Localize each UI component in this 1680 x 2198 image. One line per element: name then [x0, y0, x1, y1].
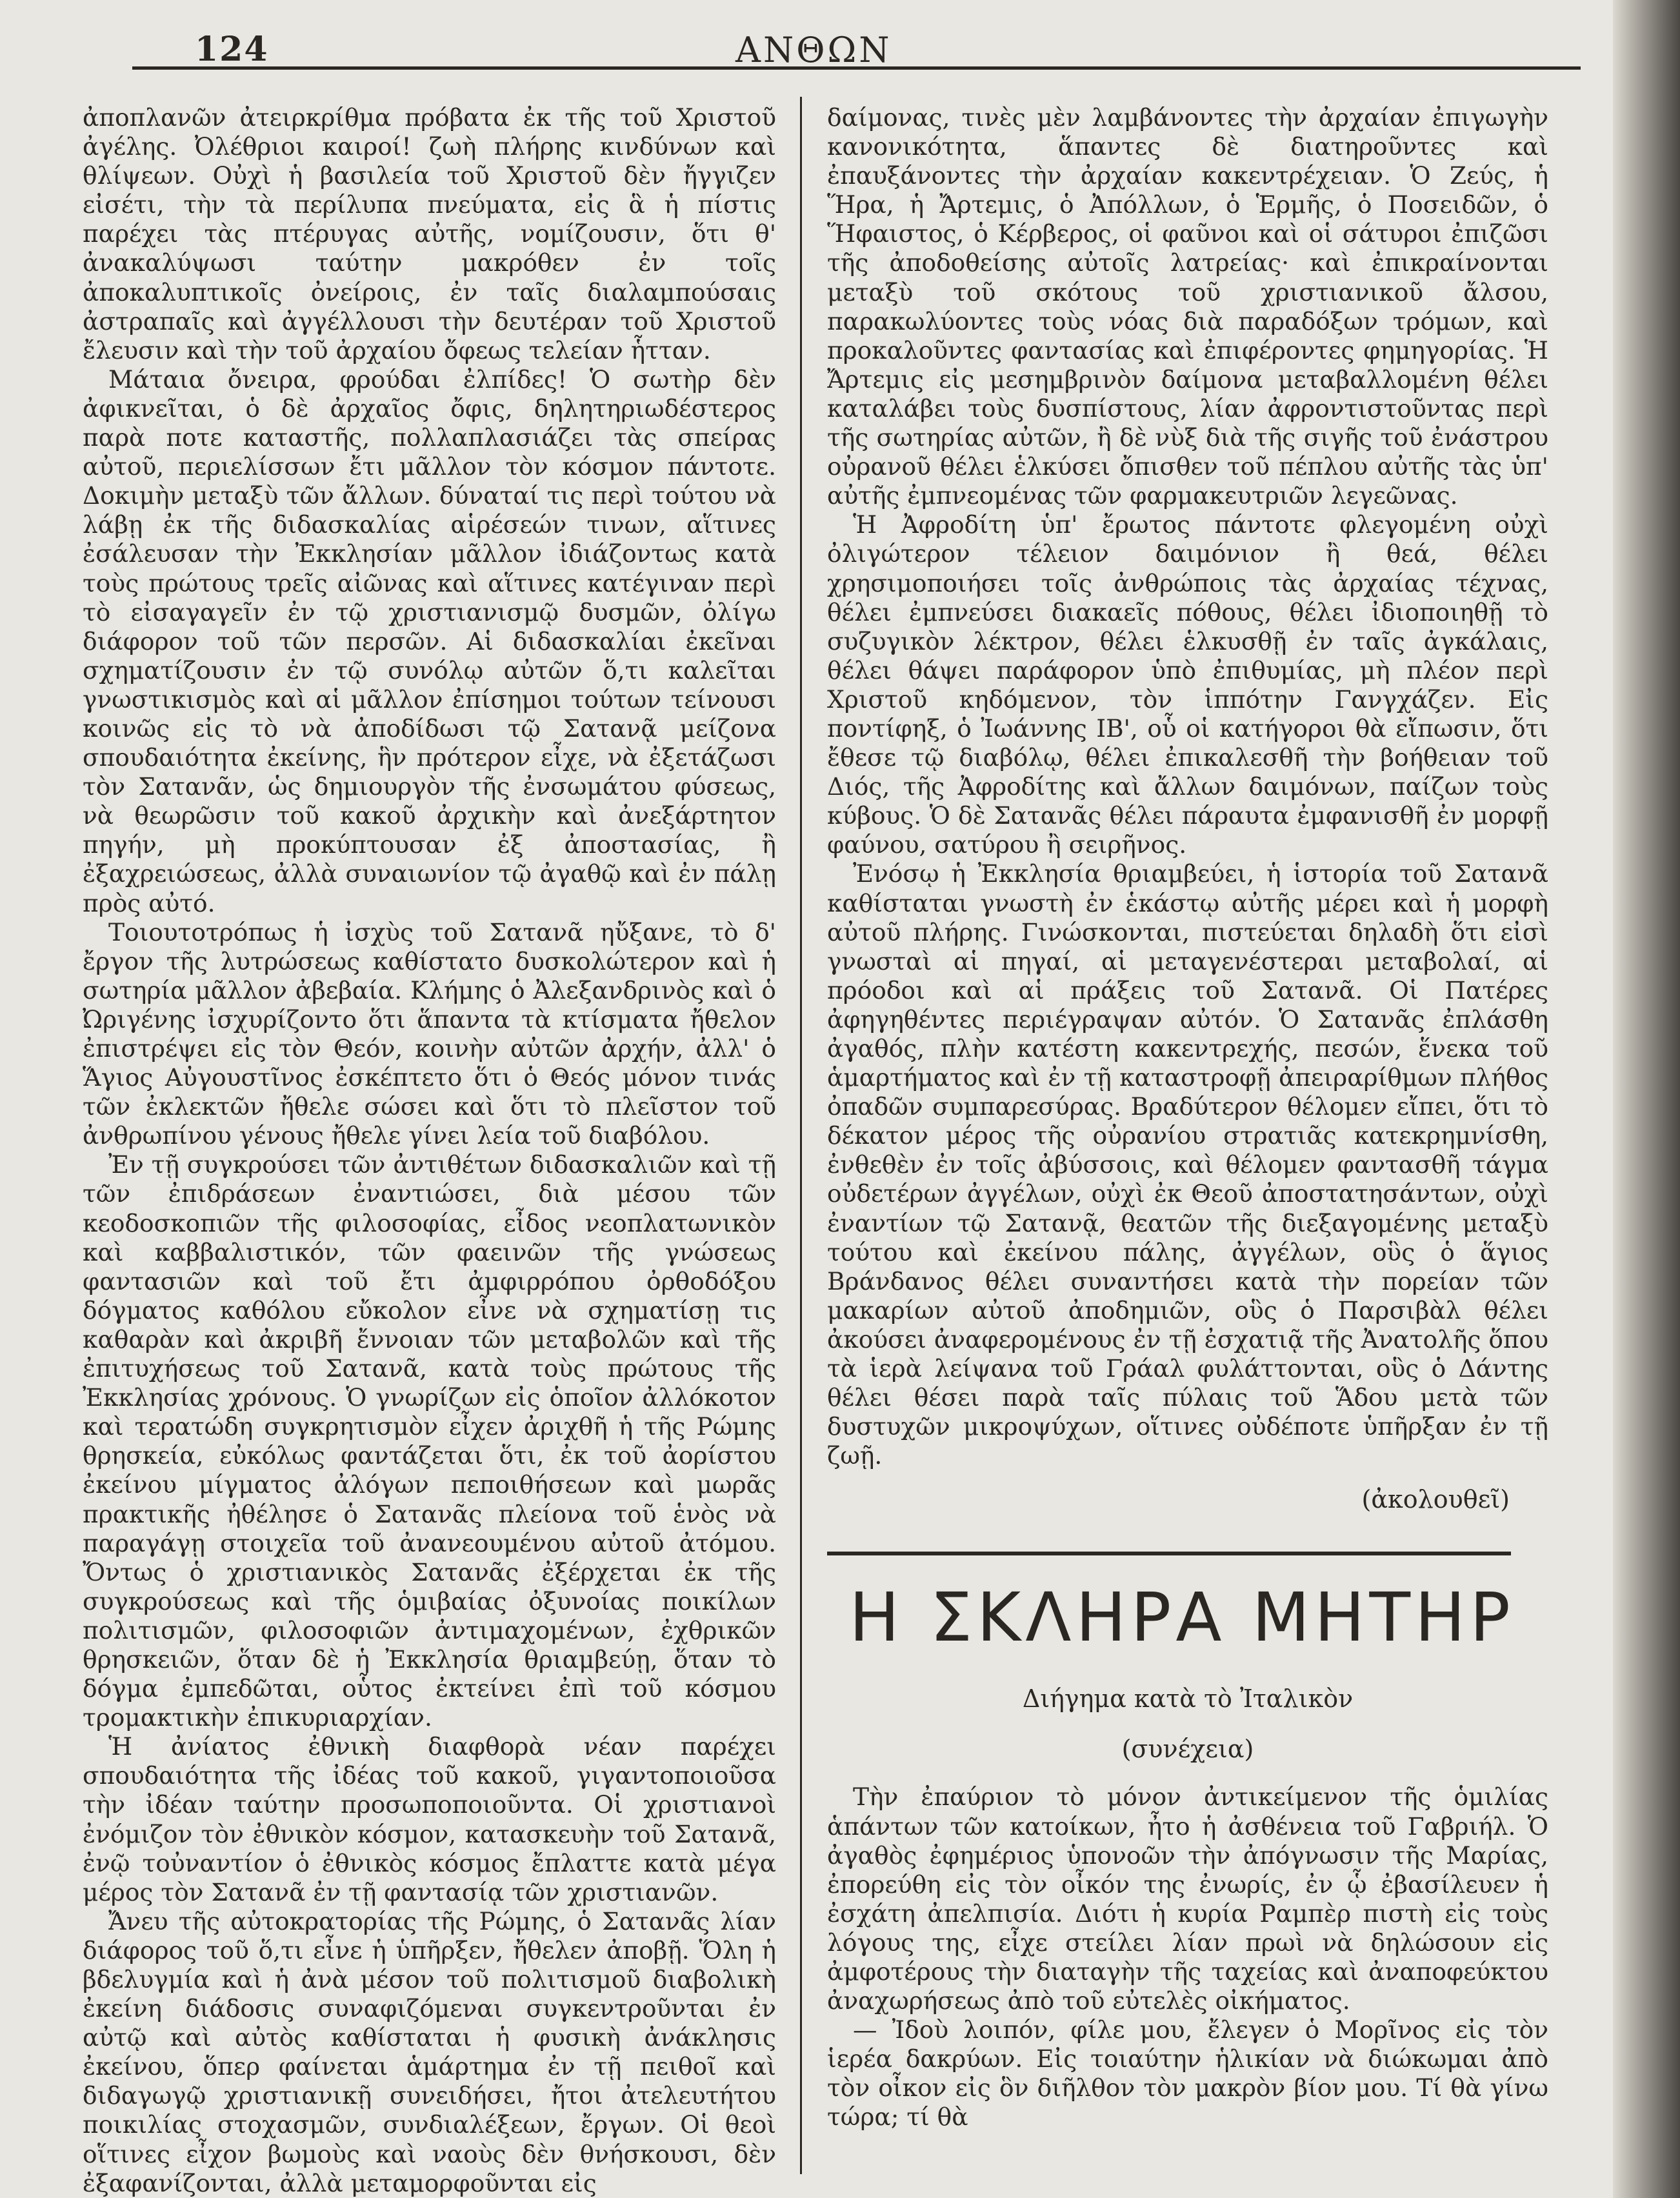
article-paragraph: ἀποπλανῶν ἀτειρκρίθμα πρόβατα ἐκ τῆς τοῦ Χριστοῦ ἀγέλης. Ὀλέθριοι καιροί! ζωὴ πλήρης κινδύνων καὶ θλίψεων. Οὐχὶ ἡ βασιλεία τοῦ Χριστοῦ δὲν ἤγγιζεν εἰσέτι, τὴν τὰ περίλυπα πνεύματα, εἰς ἃ ἡ πίστις παρέχει τὰς πτέρυγας αὐτῆς, νομίζουσιν, ὅτι θ' ἀνακαλύψωσι ταύτην μακρόθεν ἐν τοῖς ἀποκαλυπτικοῖς ὀνείροις, ἐν ταῖς διαλαμπούσαις ἀστραπαῖς καὶ ἀγγέλλουσι τὴν δευτέραν τοῦ Χριστοῦ ἔλευσιν καὶ τὴν τοῦ ἀρχαίου ὄφεως τελείαν ἧτταν.	[83, 103, 776, 365]
story-separator-rule	[827, 1552, 1511, 1555]
article-paragraph: Τοιουτοτρόπως ἡ ἰσχὺς τοῦ Σατανᾶ ηὔξανε, τὸ δ' ἔργον τῆς λυτρώσεως καθίστατο δυσκολώτερον καὶ ἡ σωτηρία μᾶλλον ἀβεβαία. Κλήμης ὁ Ἀλεξανδρινὸς καὶ ὁ Ὠριγένης ἰσχυρίζοντο ὅτι ἅπαντα τὰ κτίσματα ἤθελον ἐπιστρέψει εἰς τὸν Θεόν, κοινὴν αὐτῶν ἀρχήν, ἀλλ' ὁ Ἅγιος Αὐγουστῖνος ἐσκέπτετο ὅτι ὁ Θεός μόνον τινάς τῶν ἐκλεκτῶν ἤθελε σώσει καὶ ὅτι τὸ πλεῖστον τοῦ ἀνθρωπίνου γένους ἤθελε γίνει λεία τοῦ διαβόλου.	[83, 917, 776, 1150]
continues-note: (ἀκολουθεῖ)	[1361, 1485, 1510, 1514]
page-number: 124	[195, 30, 269, 69]
article-paragraph: Ἐν τῇ συγκρούσει τῶν ἀντιθέτων διδασκαλιῶν καὶ τῇ τῶν ἐπιδράσεων ἐναντιώσει, διὰ μέσου τῶν κεοδοσκοπιῶν τῆς φιλοσοφίας, εἶδος νεοπλατωνικὸν καὶ καββαλιστικόν, τῶν φαεινῶν τῆς γνώσεως φαντασιῶν καὶ τοῦ ἔτι ἀμφιρρόπου ὀρθοδόξου δόγματος καθόλου εὔκολον εἶνε νὰ σχηματίσῃ τις καθαρὰν καὶ ἀκριβῆ ἔννοιαν τῶν μεταβολῶν καὶ τῆς ἐπιτυχήσεως τοῦ Σατανᾶ, κατὰ τοὺς πρώτους τῆς Ἐκκλησίας χρόνους. Ὁ γνωρίζων εἰς ὁποῖον ἀλλόκοτον καὶ τερατώδη συγκρητισμὸν εἶχεν ἀριχθῆ ἡ τῆς Ρώμης θρησκεία, εὐκόλως φαντάζεται ὅτι, ἐκ τοῦ ἀορίστου ἐκείνου μίγματος ἀλόγων πεποιθήσεων καὶ μωρᾶς πρακτικῆς ἠθέλησε ὁ Σατανᾶς πλείονα τοῦ ἑνὸς νὰ παραγάγῃ στοιχεῖα τοῦ ἀνανεουμένου αὐτοῦ ἀτόμου. Ὄντως ὁ χριστιανικὸς Σατανᾶς ἐξέρχεται ἐκ τῆς συγκρούσεως καὶ τῆς ὁμιβαίας ὀξυνοίας ποικίλων πολιτισμῶν, φιλοσοφιῶν ἀντιμαχομένων, ἐχθρικῶν θρησκειῶν, ὅταν δὲ ἡ Ἐκκλησία θριαμβεύῃ, ὅταν τὸ δόγμα ἐμπεδῶται, οὗτος ἐκτείνει ἐπὶ τοῦ κόσμου τρομακτικὴν ἐπικυριαρχίαν.	[83, 1150, 776, 1732]
article-paragraph: Ἄνευ τῆς αὐτοκρατορίας τῆς Ρώμης, ὁ Σατανᾶς λίαν διάφορος τοῦ ὅ,τι εἶνε ἡ ὑπῆρξεν, ἤθελεν ἀποβῇ. Ὅλη ἡ βδελυγμία καὶ ἡ ἀνὰ μέσον τοῦ πολιτισμοῦ διαβολικὴ ἐκείνη διάδοσις συναφιζόμεναι συγκεντροῦνται ἐν αὐτῷ καὶ αὐτὸς καθίσταται ἡ φυσικὴ ἀνάκλησις ἐκείνου, ὅπερ φαίνεται ἁμάρτημα ἐν τῇ πειθοῖ καὶ διδαγωγῷ χριστιανικῇ συνειδήσει, ἤτοι ἀτελευτήτου ποικιλίας στοχασμῶν, συνδιαλέξεων, ἔργων. Οἱ θεοὶ οἵτινες εἶχον βωμοὺς καὶ ναοὺς δὲν θνήσκουσι, δὲν ἐξαφανίζονται, ἀλλὰ μεταμορφοῦνται εἰς	[83, 1906, 776, 2197]
right-column	[827, 103, 1548, 2181]
story-paragraph: — Ἰδοὺ λοιπόν, φίλε μου, ἔλεγεν ὁ Μορῖνος εἰς τὸν ἱερέα δακρύων. Εἰς τοιαύτην ἡλικίαν νὰ διώκωμαι ἀπὸ τὸν οἶκον εἰς ὃν διῆλθον τὸν μακρὸν βίον μου. Τί θὰ γίνω τώρα; τί θὰ	[827, 2015, 1548, 2132]
left-column	[83, 103, 776, 2197]
story-title: Η ΣΚΛΗΡΑ ΜΗΤΗΡ	[849, 1578, 1515, 1657]
article-paragraph: Ἡ ἀνίατος ἐθνικὴ διαφθορὰ νέαν παρέχει σπουδαιότητα τῆς ἰδέας τοῦ κακοῦ, γιγαντοποιοῦσα τὴν ἰδέαν ταύτην προσωποποιοῦντα. Οἱ χριστιανοὶ ἐνόμιζον τὸν ἐθνικὸν κόσμον, κατασκευὴν τοῦ Σατανᾶ, ἐνῷ τοὐναντίον ὁ ἐθνικὸς κόσμος ἔπλαττε κατὰ μέγα μέρος τὸν Σατανᾶ ἐν τῇ φαντασίᾳ τῶν χριστιανῶν.	[83, 1732, 776, 1906]
page-edge-shadow	[1613, 0, 1680, 2198]
column-divider	[800, 97, 802, 2174]
header-rule	[132, 66, 1581, 70]
story-continuation-label: (συνέχεια)	[1121, 1735, 1254, 1764]
article-paragraph: Ἡ Ἀφροδίτη ὑπ' ἔρωτος πάντοτε φλεγομένη οὐχὶ ὀλιγώτερον τέλειον δαιμόνιον ἢ θεά, θέλει χρησιμοποιήσει τοῖς ἀνθρώποις τὰς ἀρχαίας τέχνας, θέλει ἐμπνεύσει διακαεῖς πόθους, θέλει ἰδιοποιηθῇ τὸ συζυγικὸν λέκτρον, θέλει ἑλκυσθῇ ἐν ταῖς ἀγκάλαις, θέλει θάψει παράφορον ὑπὸ ἐπιθυμίας, μὴ πλέον περὶ Χριστοῦ κηδόμενον, τὸν ἱππότην Γανγχάζεν. Εἰς ποντίφηξ, ὁ Ἰωάννης ΙΒ', οὗ οἱ κατήγοροι θὰ εἴπωσιν, ὅτι ἔθεσε τῷ διαβόλῳ, θέλει ἐπικαλεσθῆ τὴν βοήθειαν τοῦ Διός, τῆς Ἀφροδίτης καὶ ἄλλων δαιμόνων, παίζων τοὺς κύβους. Ὁ δὲ Σατανᾶς θέλει πάραυτα ἐμφανισθῆ ἐν μορφῇ φαύνου, σατύρου ἢ σειρῆνος.	[827, 510, 1548, 859]
story-paragraph: Τὴν ἐπαύριον τὸ μόνον ἀντικείμενον τῆς ὁμιλίας ἁπάντων τῶν κατοίκων, ἦτο ἡ ἀσθένεια τοῦ Γαβριήλ. Ὁ ἀγαθὸς ἐφημέριος ὑπονοῶν τὴν ἀπόγνωσιν τῆς Μαρίας, ἐπορεύθη εἰς τὸν οἶκόν της ἐνωρίς, ἐν ᾧ ἐβασίλευεν ἡ ἐσχάτη ἀπελπισία. Διότι ἡ κυρία Ραμπὲρ πιστὴ εἰς τοὺς λόγους της, εἶχε στείλει λίαν πρωὶ νὰ δηλώσουν εἰς ἀμφοτέρους τὴν διαταγὴν τῆς ταχείας καὶ ἀναποφεύκτου ἀναχωρήσεως ἀπὸ τοῦ εὐτελὲς οἰκήματος.	[827, 1783, 1548, 2015]
article-paragraph: Μάταια ὄνειρα, φρούδαι ἐλπίδες! Ὁ σωτὴρ δὲν ἀφικνεῖται, ὁ δὲ ἀρχαῖος ὄφις, δηλητηριωδέστερος παρὰ ποτε καταστῆς, πολλαπλασιάζει τὰς σπείρας αὐτοῦ, περιελίσσων ἔτι μᾶλλον τὸν κόσμον πάντοτε. Δοκιμὴν μεταξὺ τῶν ἄλλων. δύναταί τις περὶ τούτου νὰ λάβῃ ἐκ τῆς διδασκαλίας αἱρέσεών τινων, αἵτινες ἐσάλευσαν τὴν Ἐκκλησίαν μᾶλλον ἰδιάζοντως κατὰ τοὺς πρώτους τρεῖς αἰῶνας καὶ αἵτινες κατέγιναν περὶ τὸ εἰσαγαγεῖν ἐν τῷ χριστιανισμῷ δυσμῶν, ὀλίγω διάφορον τοῦ τῶν περσῶν. Αἱ διδασκαλίαι ἐκεῖναι σχηματίζουσιν ἐν τῷ συνόλῳ αὐτῶν ὅ,τι καλεῖται γνωστικισμὸς καὶ αἱ μᾶλλον ἐπίσημοι τούτων τείνουσι κοινῶς εἰς τὸ νὰ ἀποδίδωσι τῷ Σατανᾷ μείζονα σπουδαιότητα ἐκείνης, ἣν πρότερον εἶχε, νὰ ἐξετάζωσι τὸν Σατανᾶν, ὡς δημιουργὸν τῆς ἐνσωμάτου φύσεως, νὰ θεωρῶσιν τοῦ κακοῦ ἀρχικὴν καὶ ἀνεξάρτητον πηγήν, μὴ προκύπτουσαν ἐξ ἀποστασίας, ἢ ἐξαχρειώσεως, ἀλλὰ συναιωνίον τῷ ἀγαθῷ καὶ ἐν πάλῃ πρὸς αὐτό.	[83, 365, 776, 917]
story-subtitle: Διήγημα κατὰ τὸ Ἰταλικὸν	[1022, 1684, 1354, 1713]
article-paragraph: Ἐνόσῳ ἡ Ἐκκλησία θριαμβεύει, ἡ ἱστορία τοῦ Σατανᾶ καθίσταται γνωστὴ ἐν ἑκάστῳ αὐτῆς μέρει καὶ ἡ μορφὴ αὐτοῦ πλήρης. Γινώσκονται, πιστεύεται δηλαδὴ ὅτι εἰσὶ γνωσταὶ αἱ πηγαί, αἱ μεταγενέστεραι μεταβολαί, αἱ πρόοδοι καὶ αἱ πράξεις τοῦ Σατανᾶ. Οἱ Πατέρες ἀφηγηθέντες περιέγραψαν αὐτόν. Ὁ Σατανᾶς ἐπλάσθη ἀγαθός, πλὴν κατέστη κακεντρεχής, πεσών, ἕνεκα τοῦ ἁμαρτήματος καὶ ἐν τῇ καταστροφῇ ἀπειραρίθμων πλήθος ὀπαδῶν συμπαρεσύρας. Βραδύτερον θέλομεν εἴπει, ὅτι τὸ δέκατον μέρος τῆς οὐρανίου στρατιᾶς κατεκρημνίσθη, ἐνθεθὲν ἐν τοῖς ἀβύσσοις, καὶ θέλομεν φαντασθῆ τάγμα οὐδετέρων ἀγγέλων, οὐχὶ ἐκ Θεοῦ ἀποστατησάντων, οὐχὶ ἐναντίων τῷ Σατανᾷ, θεατῶν τῆς διεξαγομένης μεταξὺ τούτου καὶ ἐκείνου πάλης, ἀγγέλων, οὓς ὁ ἅγιος Βράνδανος θέλει συναντήσει κατὰ τὴν πορείαν τῶν μακαρίων αὐτοῦ ἀποδημιῶν, οὓς ὁ Παρσιβὰλ θέλει ἀκούσει ἀναφερομένους ἐν τῇ ἐσχατιᾷ τῆς Ἀνατολῆς ὅπου τὰ ἱερὰ λείψανα τοῦ Γράαλ φυλάττονται, οὓς ὁ Δάντης θέλει θέσει παρὰ ταῖς πύλαις τοῦ Ἅδου μετὰ τῶν δυστυχῶν μικροψύχων, οἵτινες οὐδέποτε ὑπῆρξαν ἐν τῇ ζωῇ.	[827, 859, 1548, 1470]
article-paragraph: δαίμονας, τινὲς μὲν λαμβάνοντες τὴν ἀρχαίαν ἐπιγωγὴν κανονικότητα, ἅπαντες δὲ διατηροῦντες καὶ ἐπαυξάνοντες τὴν ἀρχαίαν κακεντρέχειαν. Ὁ Ζεύς, ἡ Ἥρα, ἡ Ἄρτεμις, ὁ Ἀπόλλων, ὁ Ἑρμῆς, ὁ Ποσειδῶν, ὁ Ἥφαιστος, ὁ Κέρβερος, οἱ φαῦνοι καὶ οἱ σάτυροι ἐπιζῶσι τῆς ἀποδοθείσης αὐτοῖς λατρείας· καὶ ἐπικραίνονται μεταξὺ τοῦ σκότους τοῦ χριστιανικοῦ ἄλσου, παρακωλύοντες τοὺς νόας διὰ παραδόξων τρόμων, καὶ προκαλοῦντες φαντασίας καὶ ἐπιφέροντες φημηγορίας. Ἡ Ἄρτεμις εἰς μεσημβρινὸν δαίμονα μεταβαλλομένη θέλει καταλάβει τοὺς δυσπίστους, λίαν ἀφροντιστοῦντας περὶ τῆς σωτηρίας αὐτῶν, ἢ δὲ νὺξ διὰ τῆς σιγῆς τοῦ ἐνάστρου οὐρανοῦ θέλει ἑλκύσει ὄπισθεν τοῦ πέπλου αὐτῆς τὰς ὑπ' αὐτῆς ἐμπνεομένας τῶν φαρμακευτριῶν λεγεῶνας.	[827, 103, 1548, 510]
running-title: ΑΝΘΩΝ	[735, 30, 892, 70]
